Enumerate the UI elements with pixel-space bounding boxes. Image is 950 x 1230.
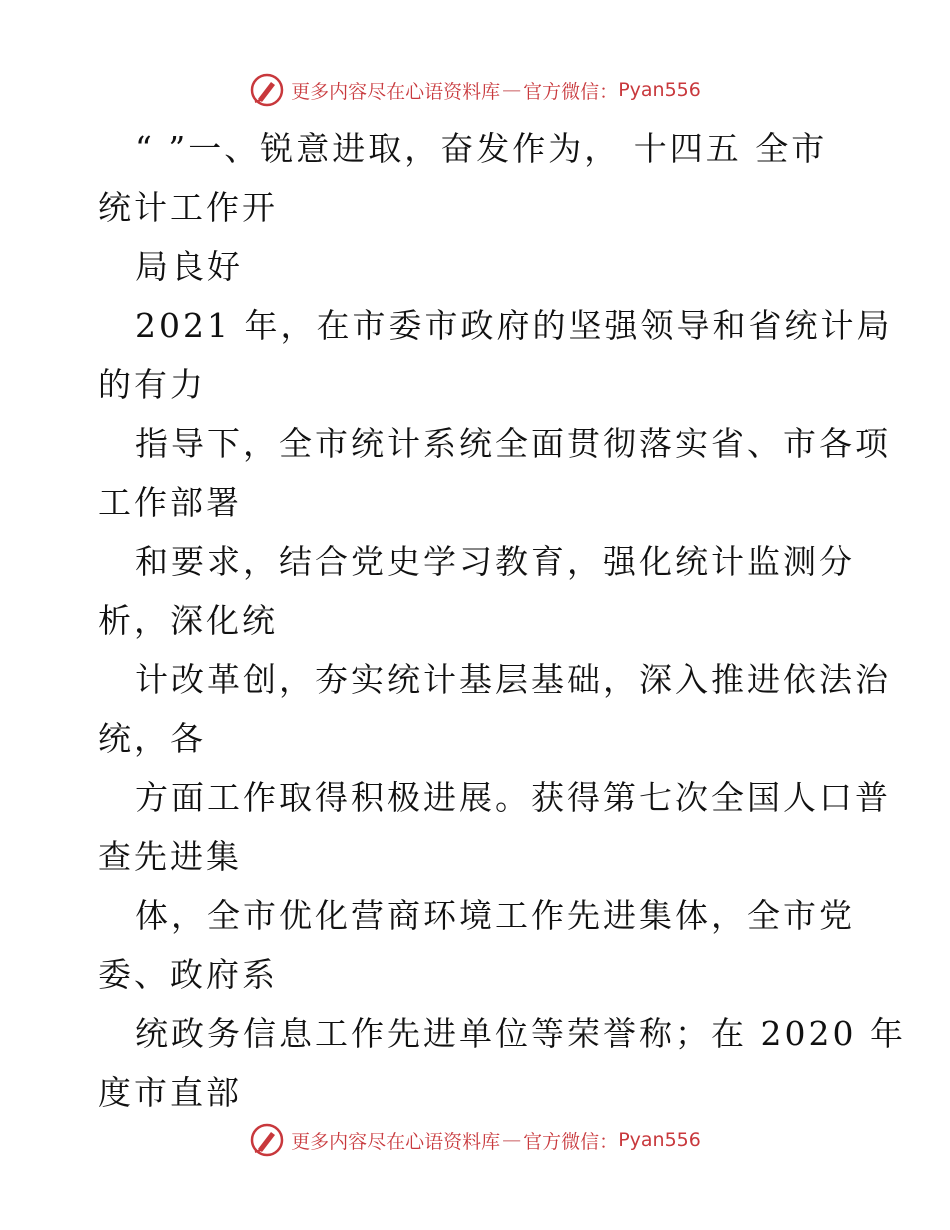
body-line: 2021 年，在市委市政府的坚强领导和省统计局 [135,306,893,345]
body-line: 统政务信息工作先进单位等荣誉称；在 2020 年 [135,1014,906,1053]
body-line: 局良好 [135,247,243,286]
body-line: 指导下，全市统计系统全面贯彻落实省、市各项 [135,424,891,463]
body-line: 委、政府系 [98,955,278,994]
body-line: 查先进集 [98,837,242,876]
banner-account: Pyan556 [618,1129,701,1151]
banner-wechat-label: 官方微信： [523,1130,619,1153]
body-line: 析，深化统 [98,601,278,640]
body-line: 的有力 [98,365,206,404]
body-line: 度市直部 [98,1073,242,1112]
pen-logo-icon [249,72,285,108]
body-line: 统计工作开 [98,188,278,227]
banner-separator: — [502,1129,522,1151]
body-line: 体，全市优化营商环境工作先进集体，全市党 [135,896,855,935]
header-watermark-banner [0,70,950,110]
body-line: “ ”一、锐意进取，奋发作为， 十四五 全市 [135,129,828,168]
banner-separator: — [502,79,522,101]
body-line: 方面工作取得积极进展。获得第七次全国人口普 [135,778,891,817]
body-line: 工作部署 [98,483,242,522]
body-line: 计改革创，夯实统计基层基础，深入推进依法治 [135,660,891,699]
body-line: 和要求，结合党史学习教育，强化统计监测分 [135,542,855,581]
banner-brand-text: 更多内容尽在心语资料库 [291,80,501,103]
body-line: 统，各 [98,719,206,758]
banner-account: Pyan556 [618,79,701,101]
document-body [98,124,906,1127]
banner-wechat-label: 官方微信： [523,80,619,103]
footer-watermark-banner [0,1120,950,1160]
pen-logo-icon [249,1122,285,1158]
banner-brand-text: 更多内容尽在心语资料库 [291,1130,501,1153]
